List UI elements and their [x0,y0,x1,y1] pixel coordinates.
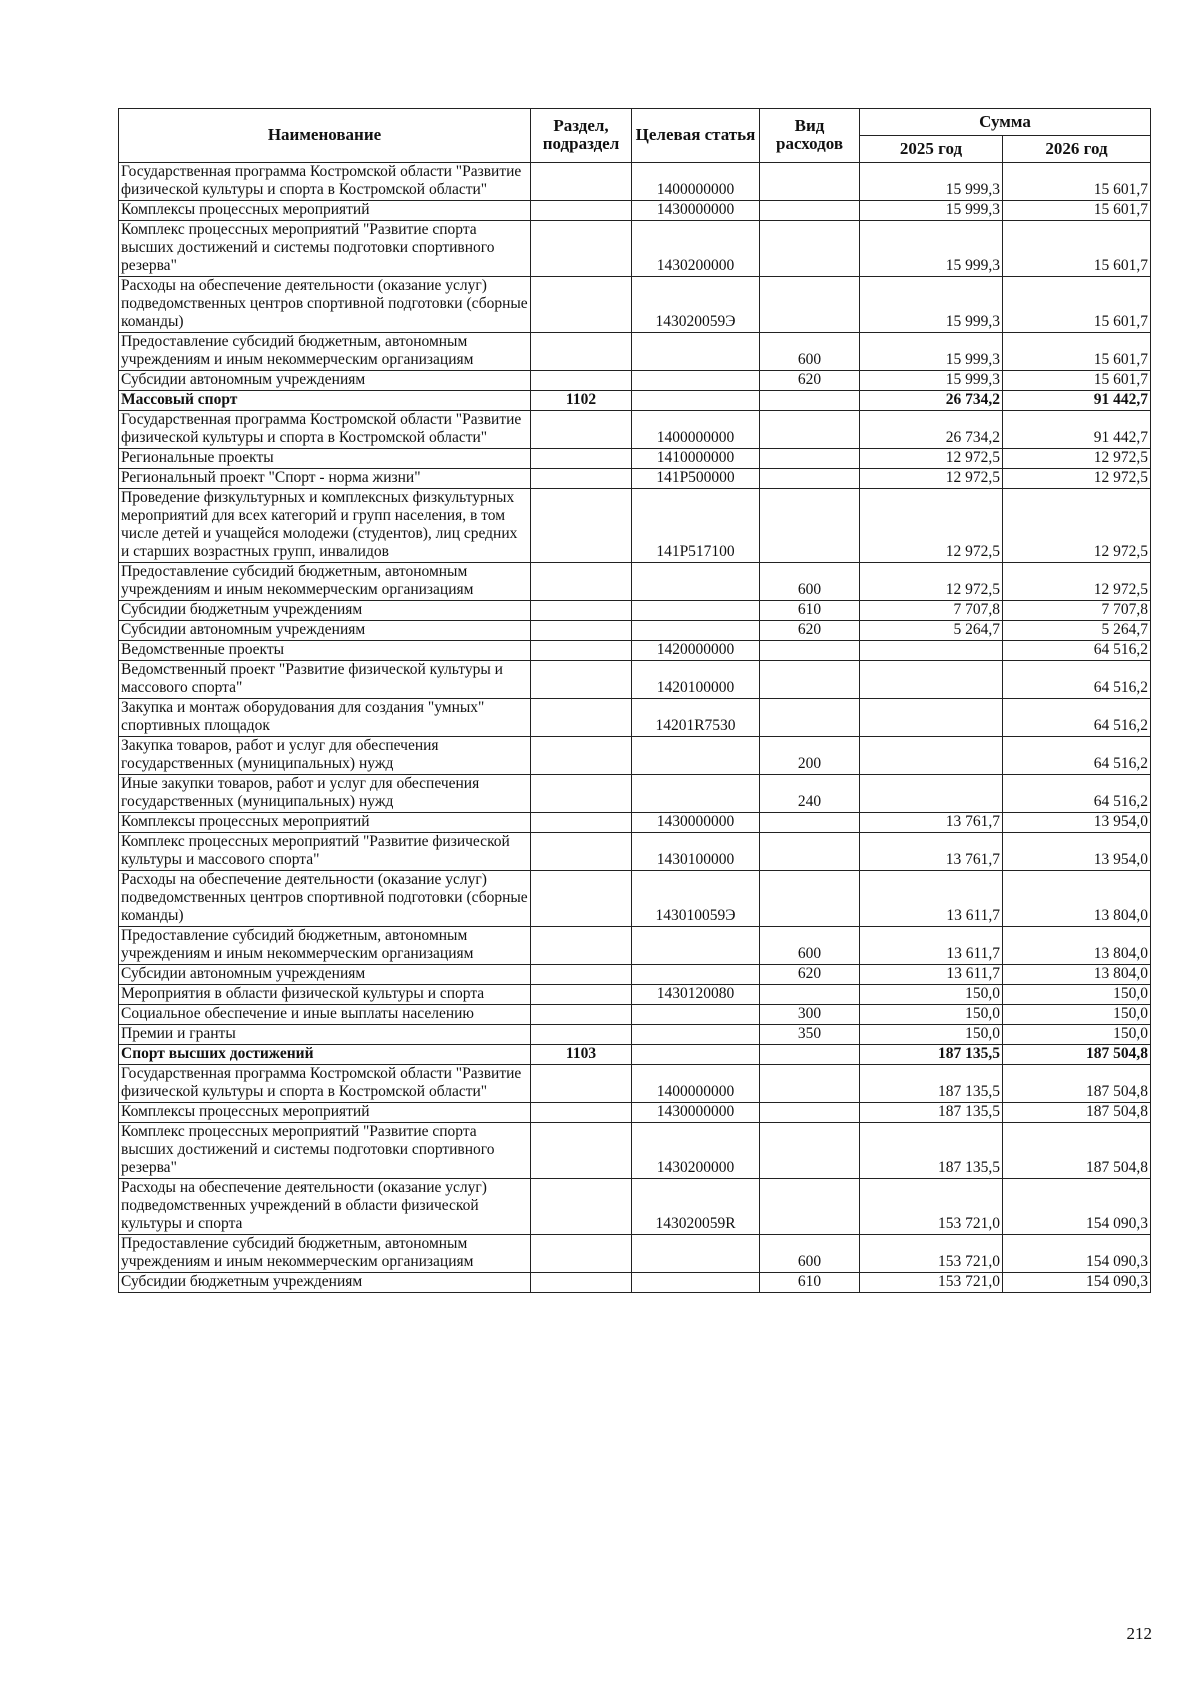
cell-vid: 600 [760,927,860,965]
table-row [119,661,1151,699]
cell-2026: 12 972,5 [1003,469,1151,489]
cell-2025: 5 264,7 [860,621,1003,641]
cell-2026: 64 516,2 [1003,699,1151,737]
cell-section [531,371,632,391]
cell-2026: 150,0 [1003,1005,1151,1025]
cell-section [531,1103,632,1123]
cell-vid [760,641,860,661]
table-row [119,163,1151,201]
table-row [119,737,1151,775]
table-body [119,163,1151,1293]
cell-section [531,1179,632,1235]
cell-vid: 610 [760,601,860,621]
cell-2026: 13 954,0 [1003,813,1151,833]
cell-vid [760,489,860,563]
cell-2026: 187 504,8 [1003,1045,1151,1065]
cell-name: Закупка товаров, работ и услуг для обеспечения государственных (муниципальных) нужд [119,737,531,775]
cell-article [632,1025,760,1045]
cell-2026: 15 601,7 [1003,371,1151,391]
cell-2026: 15 601,7 [1003,221,1151,277]
cell-name: Ведомственный проект "Развитие физической культуры и массового спорта" [119,661,531,699]
cell-section: 1102 [531,391,632,411]
cell-section [531,1025,632,1045]
cell-name: Спорт высших достижений [119,1045,531,1065]
table-row [119,1123,1151,1179]
cell-2025: 26 734,2 [860,391,1003,411]
cell-section [531,163,632,201]
cell-section [531,1005,632,1025]
cell-article: 1410000000 [632,449,760,469]
cell-vid: 600 [760,333,860,371]
cell-2026: 91 442,7 [1003,391,1151,411]
cell-vid [760,1103,860,1123]
cell-2026: 5 264,7 [1003,621,1151,641]
cell-name: Расходы на обеспечение деятельности (оказание услуг) подведомственных центров спортивной подготовки (сборные команды) [119,277,531,333]
cell-section [531,737,632,775]
cell-name: Предоставление субсидий бюджетным, автономным учреждениям и иным некоммерческим организациям [119,927,531,965]
cell-section [531,833,632,871]
table-header [119,109,1151,163]
cell-name: Субсидии бюджетным учреждениям [119,601,531,621]
cell-article: 1430200000 [632,221,760,277]
cell-vid: 240 [760,775,860,813]
cell-2026: 15 601,7 [1003,201,1151,221]
cell-article: 1430200000 [632,1123,760,1179]
cell-section [531,201,632,221]
cell-section [531,813,632,833]
cell-name: Социальное обеспечение и иные выплаты населению [119,1005,531,1025]
cell-name: Комплекс процессных мероприятий "Развитие физической культуры и массового спорта" [119,833,531,871]
cell-section [531,601,632,621]
table-row [119,699,1151,737]
cell-vid: 300 [760,1005,860,1025]
cell-2026: 187 504,8 [1003,1103,1151,1123]
cell-vid [760,871,860,927]
cell-2026: 13 804,0 [1003,965,1151,985]
cell-article: 1430000000 [632,813,760,833]
cell-vid [760,699,860,737]
page-number: 212 [1126,1624,1152,1643]
cell-vid [760,277,860,333]
cell-article: 1430120080 [632,985,760,1005]
cell-article: 141P500000 [632,469,760,489]
table-row [119,813,1151,833]
cell-vid: 620 [760,371,860,391]
cell-2025 [860,699,1003,737]
table-row [119,563,1151,601]
cell-name: Предоставление субсидий бюджетным, автономным учреждениям и иным некоммерческим организациям [119,563,531,601]
cell-2025: 12 972,5 [860,469,1003,489]
cell-section: 1103 [531,1045,632,1065]
cell-2025: 13 761,7 [860,833,1003,871]
cell-2025: 15 999,3 [860,163,1003,201]
cell-section [531,411,632,449]
cell-2026: 150,0 [1003,1025,1151,1045]
table-row [119,469,1151,489]
cell-vid: 610 [760,1273,860,1293]
cell-name: Государственная программа Костромской области "Развитие физической культуры и спорта в Костромской области" [119,163,531,201]
cell-name: Государственная программа Костромской области "Развитие физической культуры и спорта в Костромской области" [119,411,531,449]
cell-2025: 12 972,5 [860,449,1003,469]
cell-article [632,1005,760,1025]
cell-2026: 64 516,2 [1003,775,1151,813]
table-row [119,965,1151,985]
cell-2026: 154 090,3 [1003,1273,1151,1293]
table-row [119,277,1151,333]
cell-name: Расходы на обеспечение деятельности (оказание услуг) подведомственных учреждений в области физической культуры и спорта [119,1179,531,1235]
cell-2026: 154 090,3 [1003,1179,1151,1235]
cell-section [531,927,632,965]
cell-2025: 13 761,7 [860,813,1003,833]
cell-article: 1430100000 [632,833,760,871]
table-row [119,371,1151,391]
cell-section [531,661,632,699]
table-row [119,1045,1151,1065]
cell-name: Субсидии автономным учреждениям [119,965,531,985]
cell-article: 1430000000 [632,1103,760,1123]
header-sum: Сумма [860,109,1151,136]
cell-section [531,1123,632,1179]
cell-vid [760,221,860,277]
cell-2025: 15 999,3 [860,201,1003,221]
table-row [119,1179,1151,1235]
cell-2025: 15 999,3 [860,221,1003,277]
header-name: Наименование [119,109,531,163]
table-row [119,449,1151,469]
cell-vid: 600 [760,563,860,601]
cell-article [632,775,760,813]
cell-name: Массовый спорт [119,391,531,411]
cell-vid [760,985,860,1005]
table-row [119,871,1151,927]
cell-name: Комплексы процессных мероприятий [119,1103,531,1123]
cell-name: Предоставление субсидий бюджетным, автономным учреждениям и иным некоммерческим организациям [119,1235,531,1273]
header-year-2025: 2025 год [860,136,1003,163]
cell-article [632,371,760,391]
cell-name: Комплексы процессных мероприятий [119,201,531,221]
cell-2025 [860,775,1003,813]
cell-article [632,621,760,641]
cell-article [632,1273,760,1293]
cell-vid [760,469,860,489]
cell-article [632,333,760,371]
table-row [119,1235,1151,1273]
cell-name: Расходы на обеспечение деятельности (оказание услуг) подведомственных центров спортивной подготовки (сборные команды) [119,871,531,927]
cell-vid [760,1065,860,1103]
cell-section [531,489,632,563]
cell-2026: 150,0 [1003,985,1151,1005]
budget-table [118,108,1151,1293]
cell-vid [760,833,860,871]
cell-article: 1430000000 [632,201,760,221]
cell-section [531,333,632,371]
cell-2025: 187 135,5 [860,1045,1003,1065]
cell-article [632,737,760,775]
cell-2025: 187 135,5 [860,1123,1003,1179]
cell-section [531,277,632,333]
cell-2025: 153 721,0 [860,1273,1003,1293]
cell-2026: 64 516,2 [1003,661,1151,699]
cell-2025: 15 999,3 [860,333,1003,371]
cell-2026: 12 972,5 [1003,563,1151,601]
cell-2026: 15 601,7 [1003,333,1151,371]
cell-section [531,641,632,661]
cell-article: 1400000000 [632,411,760,449]
cell-2025: 13 611,7 [860,871,1003,927]
table-row [119,411,1151,449]
cell-2025: 13 611,7 [860,965,1003,985]
cell-article [632,1235,760,1273]
cell-vid: 620 [760,965,860,985]
header-article: Целевая статья [632,109,760,163]
cell-article: 1400000000 [632,163,760,201]
cell-2025: 26 734,2 [860,411,1003,449]
cell-2025: 150,0 [860,1005,1003,1025]
cell-name: Региональные проекты [119,449,531,469]
cell-section [531,871,632,927]
cell-2026: 64 516,2 [1003,641,1151,661]
cell-article [632,391,760,411]
cell-vid [760,813,860,833]
cell-2025: 13 611,7 [860,927,1003,965]
table-row [119,775,1151,813]
cell-name: Субсидии автономным учреждениям [119,371,531,391]
cell-2026: 187 504,8 [1003,1065,1151,1103]
cell-article: 14201R7530 [632,699,760,737]
cell-2025 [860,661,1003,699]
cell-article [632,965,760,985]
table-row [119,833,1151,871]
header-year-2026: 2026 год [1003,136,1151,163]
table-row [119,1005,1151,1025]
table-row [119,489,1151,563]
cell-2026: 91 442,7 [1003,411,1151,449]
cell-vid [760,391,860,411]
cell-article: 141P517100 [632,489,760,563]
cell-2026: 64 516,2 [1003,737,1151,775]
cell-2025: 15 999,3 [860,371,1003,391]
cell-section [531,621,632,641]
cell-vid [760,411,860,449]
cell-2026: 13 954,0 [1003,833,1151,871]
cell-article: 143020059R [632,1179,760,1235]
cell-article: 1400000000 [632,1065,760,1103]
header-vid: Вид расходов [760,109,860,163]
cell-article: 1420000000 [632,641,760,661]
cell-name: Ведомственные проекты [119,641,531,661]
table-row [119,927,1151,965]
cell-vid: 200 [760,737,860,775]
cell-name: Предоставление субсидий бюджетным, автономным учреждениям и иным некоммерческим организациям [119,333,531,371]
cell-vid [760,661,860,699]
cell-2026: 12 972,5 [1003,449,1151,469]
table-row [119,1025,1151,1045]
table-row [119,391,1151,411]
cell-section [531,1065,632,1103]
table-row [119,1065,1151,1103]
cell-2025: 153 721,0 [860,1179,1003,1235]
cell-vid [760,449,860,469]
cell-name: Субсидии автономным учреждениям [119,621,531,641]
cell-section [531,563,632,601]
cell-name: Мероприятия в области физической культуры и спорта [119,985,531,1005]
table-row [119,201,1151,221]
document-page [118,108,1150,1293]
cell-name: Субсидии бюджетным учреждениям [119,1273,531,1293]
cell-section [531,985,632,1005]
header-section: Раздел, подраздел [531,109,632,163]
cell-name: Проведение физкультурных и комплексных физкультурных мероприятий для всех категорий и групп населения, в том числе детей и учащейся молодежи (студентов), лиц средних и старших возрастных групп, инвалидов [119,489,531,563]
cell-section [531,449,632,469]
cell-article: 143010059Э [632,871,760,927]
cell-vid: 620 [760,621,860,641]
cell-2025: 150,0 [860,985,1003,1005]
cell-name: Государственная программа Костромской области "Развитие физической культуры и спорта в Костромской области" [119,1065,531,1103]
cell-2026: 154 090,3 [1003,1235,1151,1273]
cell-section [531,1273,632,1293]
cell-name: Иные закупки товаров, работ и услуг для обеспечения государственных (муниципальных) нужд [119,775,531,813]
cell-2026: 12 972,5 [1003,489,1151,563]
cell-section [531,221,632,277]
cell-vid [760,1045,860,1065]
table-row [119,1273,1151,1293]
cell-section [531,699,632,737]
cell-2026: 15 601,7 [1003,163,1151,201]
cell-vid [760,1179,860,1235]
cell-article [632,927,760,965]
cell-2026: 15 601,7 [1003,277,1151,333]
cell-vid [760,1123,860,1179]
cell-name: Комплексы процессных мероприятий [119,813,531,833]
cell-vid: 600 [760,1235,860,1273]
cell-vid [760,163,860,201]
cell-article [632,563,760,601]
cell-section [531,469,632,489]
cell-article: 143020059Э [632,277,760,333]
cell-article [632,1045,760,1065]
cell-article: 1420100000 [632,661,760,699]
cell-section [531,1235,632,1273]
table-row [119,1103,1151,1123]
cell-2026: 13 804,0 [1003,871,1151,927]
cell-name: Премии и гранты [119,1025,531,1045]
cell-2025: 12 972,5 [860,489,1003,563]
cell-vid: 350 [760,1025,860,1045]
cell-article [632,601,760,621]
cell-name: Закупка и монтаж оборудования для создания "умных" спортивных площадок [119,699,531,737]
table-row [119,333,1151,371]
table-row [119,601,1151,621]
table-row [119,621,1151,641]
cell-vid [760,201,860,221]
cell-2025: 153 721,0 [860,1235,1003,1273]
cell-2025: 150,0 [860,1025,1003,1045]
cell-2025 [860,737,1003,775]
table-row [119,221,1151,277]
cell-section [531,775,632,813]
cell-2025: 12 972,5 [860,563,1003,601]
cell-2026: 187 504,8 [1003,1123,1151,1179]
cell-2025: 7 707,8 [860,601,1003,621]
cell-2025: 187 135,5 [860,1103,1003,1123]
cell-2025 [860,641,1003,661]
cell-2025: 187 135,5 [860,1065,1003,1103]
cell-name: Комплекс процессных мероприятий "Развитие спорта высших достижений и системы подготовки спортивного резерва" [119,221,531,277]
cell-2025: 15 999,3 [860,277,1003,333]
cell-name: Комплекс процессных мероприятий "Развитие спорта высших достижений и системы подготовки спортивного резерва" [119,1123,531,1179]
cell-name: Региональный проект "Спорт - норма жизни" [119,469,531,489]
table-row [119,985,1151,1005]
cell-2026: 7 707,8 [1003,601,1151,621]
cell-2026: 13 804,0 [1003,927,1151,965]
table-row [119,641,1151,661]
cell-section [531,965,632,985]
